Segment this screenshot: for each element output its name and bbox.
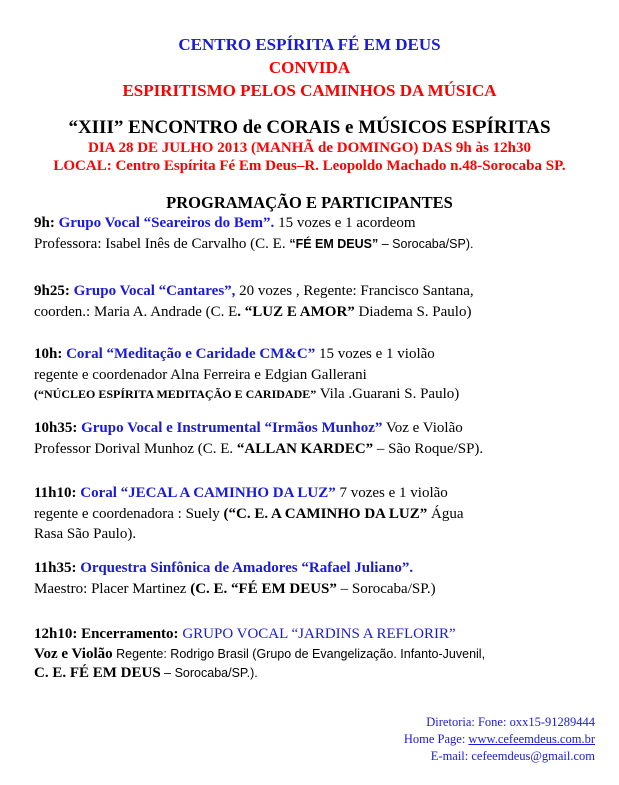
item-time: 11h10: [34,485,77,501]
item-group: Coral “Meditação e Caridade CM&C” [66,346,316,362]
item-group: GRUPO VOCAL “JARDINS A REFLORIR” [182,626,456,642]
item-detail: 15 vozes e 1 violão [315,346,435,362]
program-item [34,624,609,683]
item-group: Grupo Vocal “Cantares”, [73,283,236,299]
item-venue: (C. E. “FÉ EM DEUS” [190,580,337,597]
item-detail: regente e coordenador Alna Ferreira e Edgian Gallerani [34,366,367,383]
item-group: Orquestra Sinfônica de Amadores “Rafael Juliano”. [80,560,414,576]
theme-title: ESPIRITISMO PELOS CAMINHOS DA MÚSICA [122,81,497,100]
item-venue: (“C. E. A CAMINHO DA LUZ” [223,505,428,522]
item-detail: 7 vozes e 1 violão [335,485,448,501]
item-city: – Sorocaba/SP.). [160,665,258,680]
item-venue: (“NÚCLEO ESPÍRITA MEDITAÇÃO E CARIDADE” [34,387,317,401]
item-detail: coorden.: Maria A. Andrade (C. E [34,303,238,320]
contact-email: E-mail: cefeemdeus@gmail.com [430,749,595,763]
item-detail: Professor Dorival Munhoz (C. E. [34,440,237,457]
event-title: “XIII” ENCONTRO de CORAIS e MÚSICOS ESPÍRITAS [68,117,551,138]
item-detail: Rasa São Paulo). [34,526,137,542]
item-group: Grupo Vocal “Seareiros do Bem”. [58,215,275,231]
item-detail: Voz e Violão [382,420,463,436]
item-venue: “ALLAN KARDEC” [236,440,374,457]
contact-homepage [295,731,595,748]
event-location: LOCAL: Centro Espírita Fé Em Deus–R. Leopoldo Machado n.48-Sorocaba SP. [53,158,566,174]
item-city: – Sorocaba/SP.) [336,580,436,597]
item-detail: 15 vozes e 1 acordeom [274,215,416,231]
item-group: Grupo Vocal e Instrumental “Irmãos Munhoz” [81,420,383,436]
item-venue: “FÉ EM DEUS” [289,236,379,251]
item-detail: Voz e Violão [34,645,113,662]
item-city: Diadema S. Paulo) [354,303,472,320]
item-city: Água [427,505,464,522]
item-detail: Professora: Isabel Inês de Carvalho (C. E. [34,235,290,252]
invite-label: CONVIDA [268,58,351,77]
item-city: – Sorocaba/SP). [378,236,474,251]
homepage-link[interactable]: www.cefeemdeus.com.br [468,732,595,746]
item-time: 10h35: [34,420,78,436]
item-city: Vila .Guarani S. Paulo) [316,386,460,402]
contact-block [295,714,595,765]
org-name: CENTRO ESPÍRITA FÉ EM DEUS [178,35,441,54]
event-date: DIA 28 DE JULHO 2013 (MANHÃ de DOMINGO) DAS 9h às 12h30 [88,140,531,156]
item-time: 11h35: [34,560,77,576]
item-detail: 20 vozes , Regente: Francisco Santana, [235,283,474,299]
item-time: 10h: [34,346,63,362]
item-time: 12h10: Encerramento: [34,626,179,642]
homepage-label: Home Page: [403,732,469,746]
program-item [34,281,609,322]
item-venue: C. E. FÉ EM DEUS [34,664,161,681]
contact-phone: Diretoria: Fone: oxx15-91289444 [426,715,595,729]
program-item [34,558,609,599]
program-heading: PROGRAMAÇÃO E PARTICIPANTES [166,193,453,212]
item-detail: Maestro: Placer Martinez [34,580,191,597]
program-item [34,213,609,254]
item-detail: regente e coordenadora : Suely [34,505,224,522]
item-time: 9h: [34,215,55,231]
program-item [34,483,609,545]
item-detail: Regente: Rodrigo Brasil (Grupo de Evangelização. Infanto-Juvenil, [112,646,486,661]
item-venue: . “LUZ E AMOR” [237,303,355,320]
program-item [34,344,609,403]
program-item [34,418,609,459]
item-time: 9h25: [34,283,70,299]
item-city: – São Roque/SP). [373,440,484,457]
item-group: Coral “JECAL A CAMINHO DA LUZ” [80,485,336,501]
